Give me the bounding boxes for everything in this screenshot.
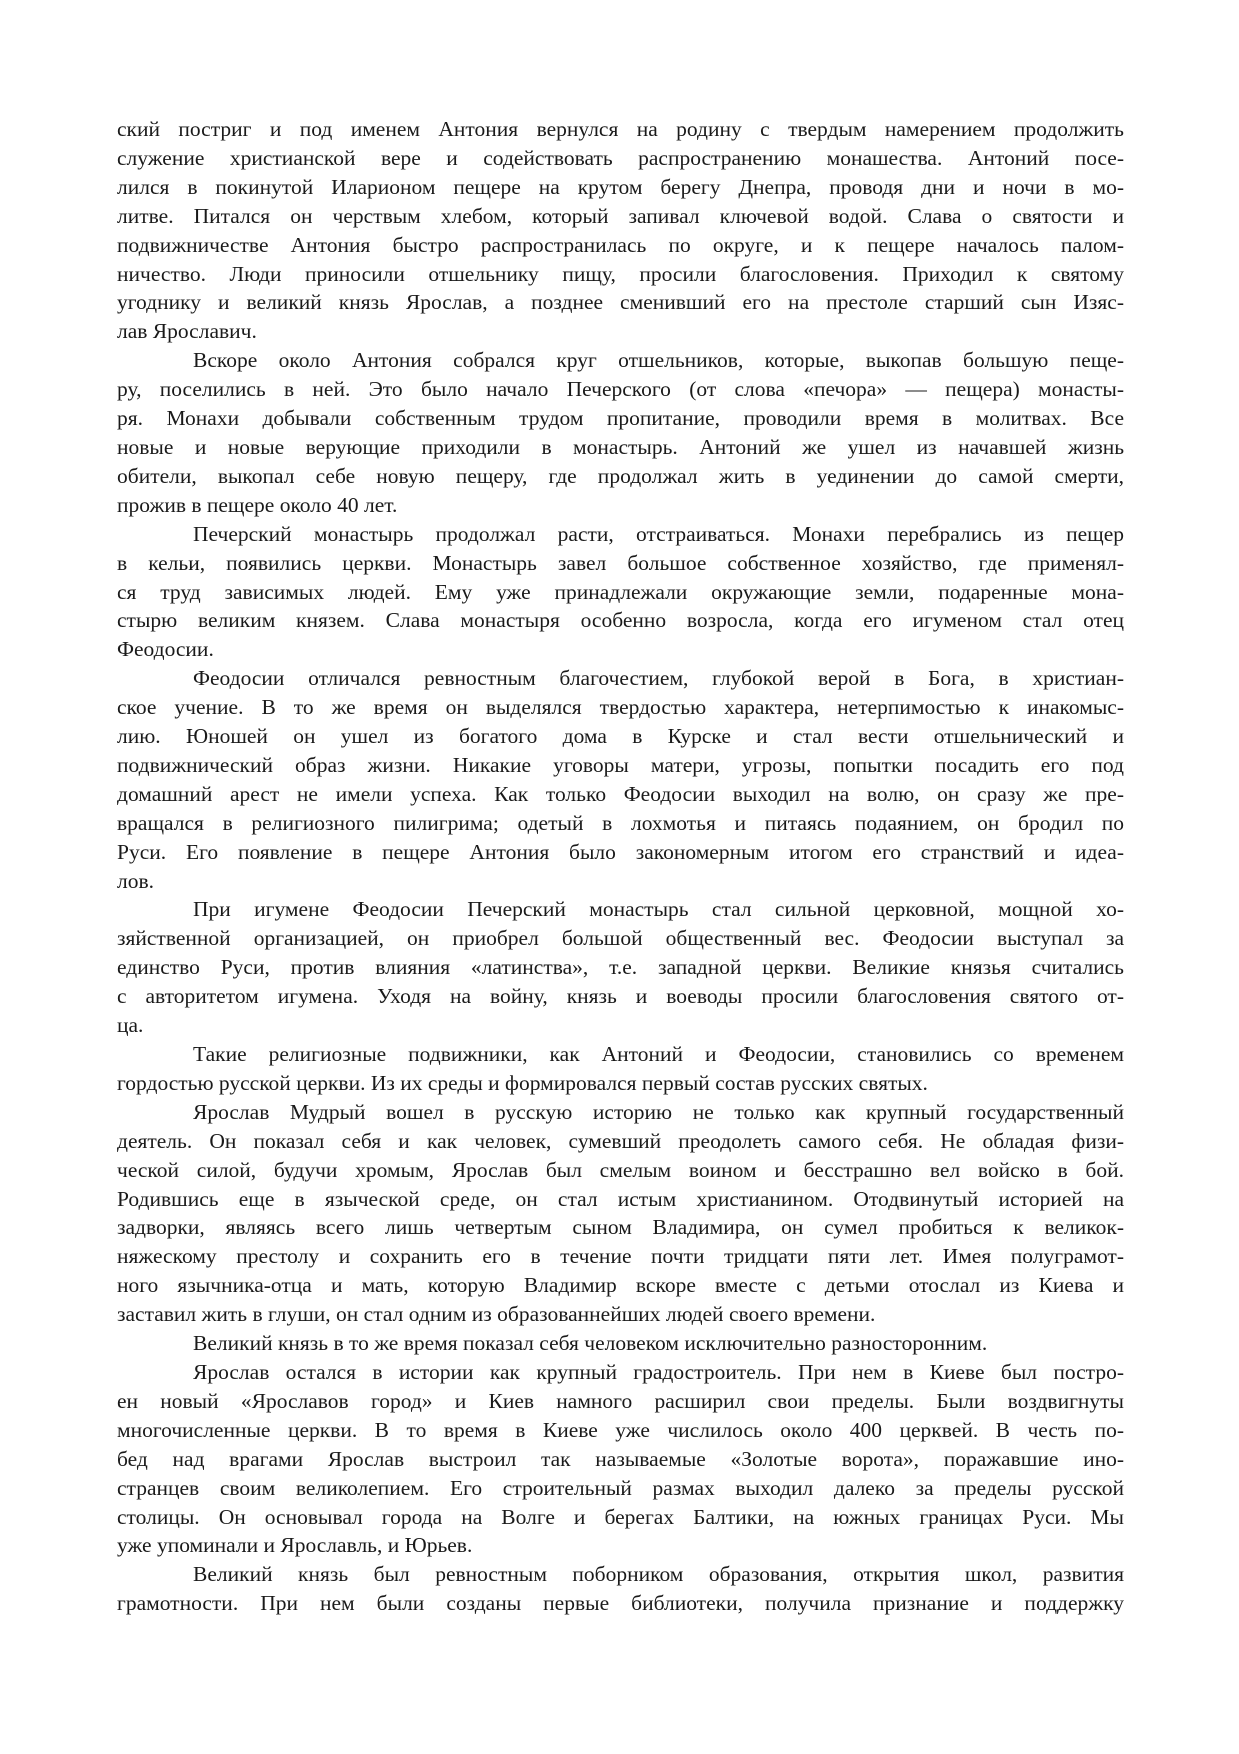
text-line: ское учение. В то же время он выделялся твердостью характера, нетерпимостью к инакомыс-	[117, 695, 1124, 720]
paragraph	[117, 895, 1124, 1040]
text-line: ский постриг и под именем Антония вернулся на родину с твердым намерением продолжить	[117, 117, 1124, 141]
text-line: Такие религиозные подвижники, как Антоний и Феодосии, становились со временем	[193, 1042, 1124, 1066]
paragraph	[117, 1560, 1124, 1618]
text-line: лов.	[117, 868, 155, 893]
text-line: новые и новые верующие приходили в монастырь. Антоний же ушел из начавшей жизнь	[117, 434, 1124, 459]
text-line: няжескому престолу и сохранить его в течение почти тридцати пяти лет. Имея полуграмот-	[117, 1244, 1124, 1269]
text-line: домашний арест не имели успеха. Как только Феодосии выходил на волю, он сразу же пре-	[117, 781, 1124, 806]
text-line: подвижнический образ жизни. Никакие уговоры матери, угрозы, попытки посадить его под	[117, 752, 1124, 777]
text-line: уже упоминали и Ярославль, и Юрьев.	[117, 1533, 473, 1558]
text-line: Ярослав Мудрый вошел в русскую историю не только как крупный государственный	[193, 1099, 1124, 1124]
text-line: многочисленные церкви. В то время в Киеве уже числилось около 400 церквей. В честь по-	[117, 1417, 1124, 1442]
text-line: Родившись еще в языческой среде, он стал истым христианином. Отодвинутый историей на	[117, 1186, 1124, 1211]
text-line: ру, поселились в ней. Это было начало Печерского (от слова «печора» — пещера) монасты-	[117, 377, 1124, 402]
text-line: При игумене Феодосии Печерский монастырь стал сильной церковной, мощной хо-	[193, 897, 1124, 922]
text-line: Печерский монастырь продолжал расти, отстраиваться. Монахи перебрались из пещер	[193, 521, 1124, 546]
text-line: в кельи, появились церкви. Монастырь завел большое собственное хозяйство, где применял-	[117, 550, 1124, 575]
text-line: Великий князь в то же время показал себя человеком исключительно разносторонним.	[193, 1331, 988, 1356]
text-line: лился в покинутой Иларионом пещере на крутом берегу Днепра, проводя дни и ночи в мо-	[117, 174, 1124, 199]
text-line: Руси. Его появление в пещере Антония было закономерным итогом его странствий и идеа-	[117, 839, 1124, 864]
text-line: ничество. Люди приносили отшельнику пищу, просили благословения. Приходил к святому	[117, 261, 1124, 286]
text-line: столицы. Он основывал города на Волге и берегах Балтики, на южных границах Руси. Мы	[117, 1504, 1124, 1529]
text-line: стырю великим князем. Слава монастыря особенно возросла, когда его игуменом стал отец	[117, 608, 1124, 633]
text-line: лию. Юношей он ушел из богатого дома в Курске и стал вести отшельнический и	[117, 724, 1124, 749]
text-line: ря. Монахи добывали собственным трудом пропитание, проводили время в молитвах. Все	[117, 406, 1124, 431]
text-line: заставил жить в глуши, он стал одним из образованнейших людей своего времени.	[117, 1302, 876, 1327]
paragraph	[117, 1329, 1124, 1358]
text-line: Великий князь был ревностным поборником образования, открытия школ, развития	[193, 1562, 1124, 1587]
text-line: ного язычника-отца и мать, которую Владимир вскоре вместе с детьми отослал из Киева и	[117, 1273, 1124, 1298]
paragraph	[117, 346, 1124, 519]
text-line: вращался в религиозного пилигрима; одетый в лохмотья и питаясь подаянием, он бродил по	[117, 810, 1124, 835]
text-line: ен новый «Ярославов город» и Киев намного расширил свои пределы. Были воздвигнуты	[117, 1388, 1124, 1413]
text-line: прожив в пещере около 40 лет.	[117, 492, 398, 517]
text-line: гордостью русской церкви. Из их среды и формировался первый состав русских святых.	[117, 1070, 928, 1095]
paragraph	[117, 520, 1124, 665]
text-line: с авторитетом игумена. Уходя на войну, князь и воеводы просили благословения святого от-	[117, 984, 1124, 1009]
text-line: Феодосии отличался ревностным благочестием, глубокой верой в Бога, в христиан-	[193, 666, 1124, 691]
text-line: лав Ярославич.	[117, 319, 257, 344]
text-line: литве. Питался он черствым хлебом, который запивал ключевой водой. Слава о святости и	[117, 203, 1124, 228]
text-line: обители, выкопал себе новую пещеру, где продолжал жить в уединении до самой смерти,	[117, 463, 1124, 488]
text-line: Вскоре около Антония собрался круг отшельников, которые, выкопав большую пеще-	[193, 348, 1124, 373]
text-line: ца.	[117, 1013, 144, 1038]
text-line: угоднику и великий князь Ярослав, а позднее сменивший его на престоле старший сын Изяс-	[117, 290, 1124, 315]
text-line: грамотности. При нем были созданы первые библиотеки, получила признание и поддержку	[117, 1591, 1124, 1616]
paragraph	[117, 1358, 1124, 1560]
text-line: служение христианской вере и содействовать распространению монашества. Антоний посе-	[117, 145, 1124, 170]
text-line: бед над врагами Ярослав выстроил так называемые «Золотые ворота», поражавшие ино-	[117, 1446, 1124, 1471]
text-line: ческой силой, будучи хромым, Ярослав был смелым воином и бесстрашно вел войско в бой.	[117, 1157, 1124, 1182]
paragraph	[117, 664, 1124, 895]
text-line: зяйственной организацией, он приобрел большой общественный вес. Феодосии выступал за	[117, 926, 1124, 951]
paragraph	[117, 1098, 1124, 1329]
text-line: задворки, являясь всего лишь четвертым сыном Владимира, он сумел пробиться к великок-	[117, 1215, 1124, 1240]
text-line: Ярослав остался в истории как крупный градостроитель. При нем в Киеве был постро-	[193, 1359, 1124, 1384]
text-line: странцев своим великолепием. Его строительный размах выходил далеко за пределы русской	[117, 1475, 1124, 1500]
text-line: Феодосии.	[117, 637, 214, 662]
document-page	[117, 115, 1124, 1618]
text-line: подвижничестве Антония быстро распространилась по округе, и к пещере началось палом-	[117, 232, 1124, 257]
text-line: деятель. Он показал себя и как человек, сумевший преодолеть самого себя. Не обладая физи-	[117, 1128, 1124, 1153]
text-line: ся труд зависимых людей. Ему уже принадлежали окружающие земли, подаренные мона-	[117, 579, 1124, 604]
paragraph	[117, 115, 1124, 346]
paragraph	[117, 1040, 1124, 1098]
text-line: единство Руси, против влияния «латинства», т.е. западной церкви. Великие князья считались	[117, 955, 1124, 980]
